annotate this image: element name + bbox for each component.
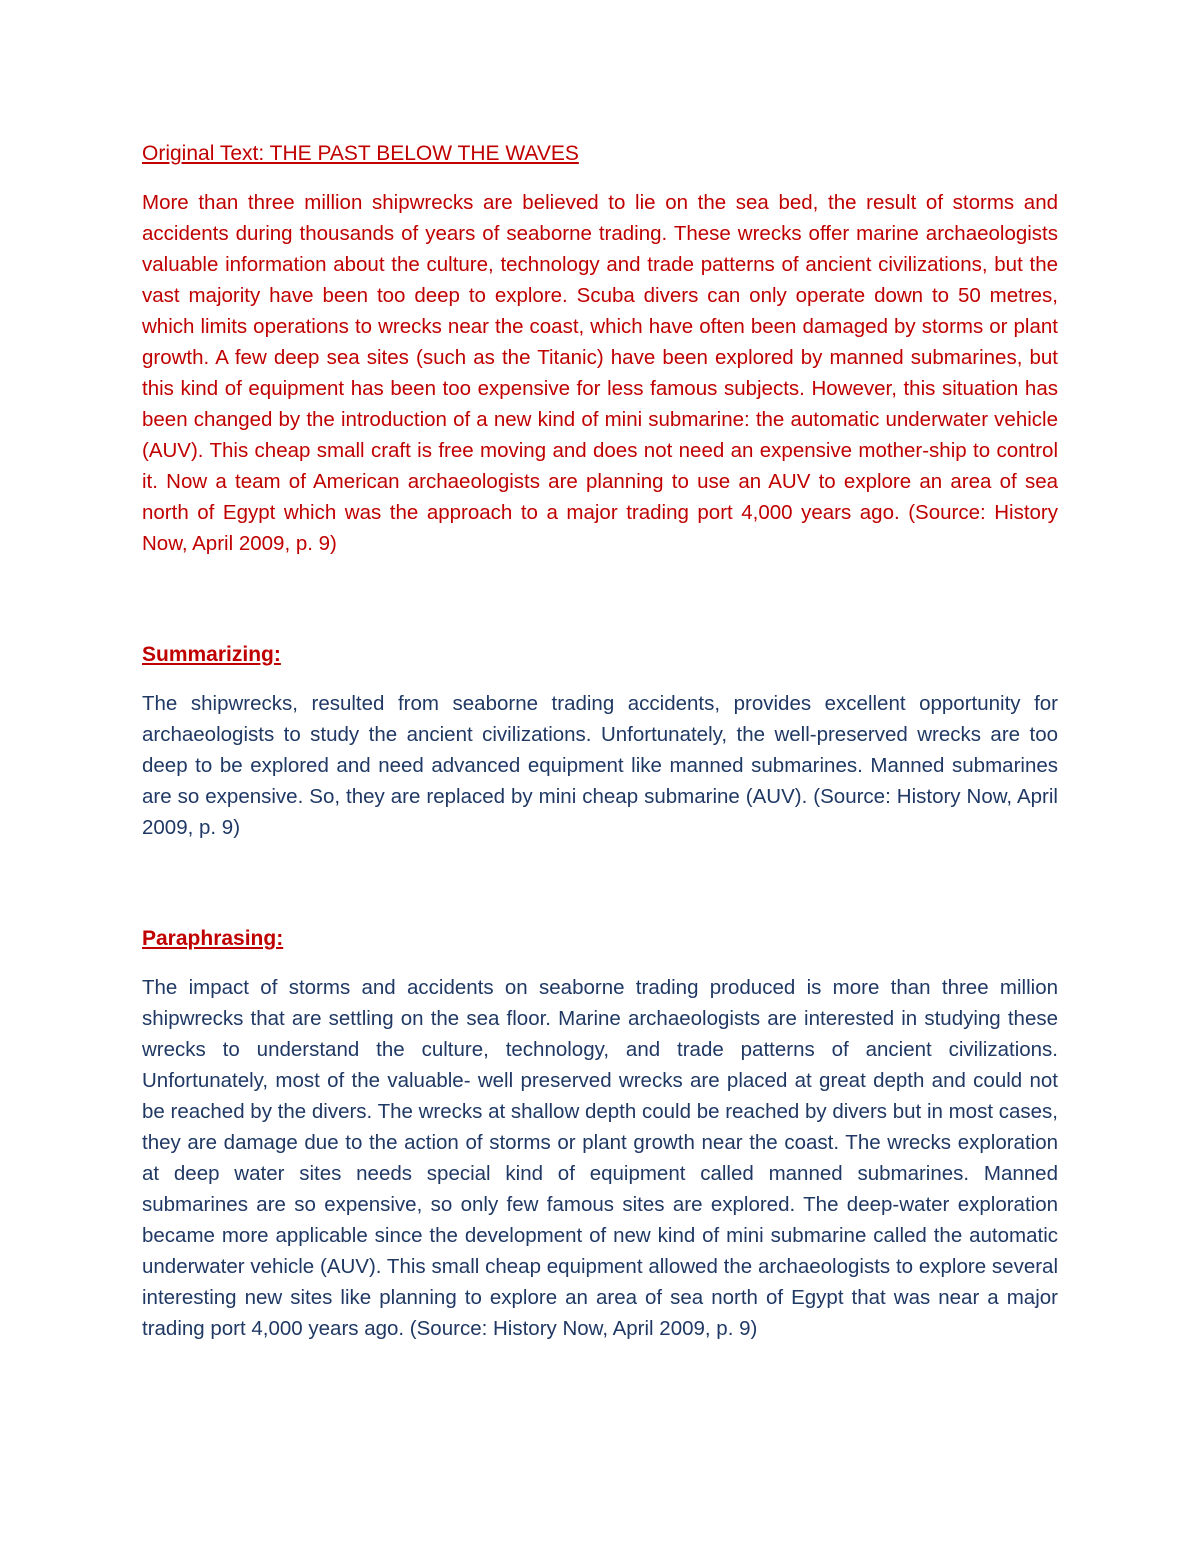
- paraphrasing-heading: Paraphrasing:: [142, 927, 284, 950]
- summarizing-paragraph: The shipwrecks, resulted from seaborne trading accidents, provides excellent opportunity for archaeologists to study the ancient civilizations. Unfortunately, the well-preserved wrecks are too deep to be explored and need advanced equipment like manned submarines. Manned submarines are so expensive. So, they are replaced by mini cheap submarine (AUV). (Source: History Now, April 2009, p. 9): [142, 692, 1058, 839]
- original-text-heading: Original Text: THE PAST BELOW THE WAVES: [142, 142, 579, 165]
- spacer: [142, 954, 1058, 972]
- document-page: [142, 138, 1058, 1344]
- paraphrasing-paragraph: The impact of storms and accidents on seaborne trading produced is more than three million shipwrecks that are settling on the sea floor. Marine archaeologists are interested in studying these wrecks to understand the culture, technology, and trade patterns of ancient civilizations. Unfortunately, most of the valuable- well preserved wrecks are placed at great depth and could not be reached by the divers. The wrecks at shallow depth could be reached by divers but in most cases, they are damage due to the action of storms or plant growth near the coast. The wrecks exploration at deep water sites needs special kind of equipment called manned submarines. Manned submarines are so expensive, so only few famous sites are explored. The deep-water exploration became more applicable since the development of new kind of mini submarine called the automatic underwater vehicle (AUV). This small cheap equipment allowed the archaeologists to explore several interesting new sites like planning to explore an area of sea north of Egypt that was near a major trading port 4,000 years ago. (Source: History Now, April 2009, p. 9): [142, 976, 1058, 1340]
- spacer: [142, 670, 1058, 688]
- spacer: [142, 559, 1058, 639]
- spacer: [142, 169, 1058, 187]
- original-text-paragraph: More than three million shipwrecks are believed to lie on the sea bed, the result of storms and accidents during thousands of years of seaborne trading. These wrecks offer marine archaeologists valuable information about the culture, technology and trade patterns of ancient civilizations, but the vast majority have been too deep to explore. Scuba divers can only operate down to 50 metres, which limits operations to wrecks near the coast, which have often been damaged by storms or plant growth. A few deep sea sites (such as the Titanic) have been explored by manned submarines, but this kind of equipment has been too expensive for less famous subjects. However, this situation has been changed by the introduction of a new kind of mini submarine: the automatic underwater vehicle (AUV). This cheap small craft is free moving and does not need an expensive mother-ship to control it. Now a team of American archaeologists are planning to use an AUV to explore an area of sea north of Egypt which was the approach to a major trading port 4,000 years ago. (Source: History Now, April 2009, p. 9): [142, 191, 1058, 555]
- summarizing-heading: Summarizing:: [142, 643, 281, 666]
- spacer: [142, 843, 1058, 923]
